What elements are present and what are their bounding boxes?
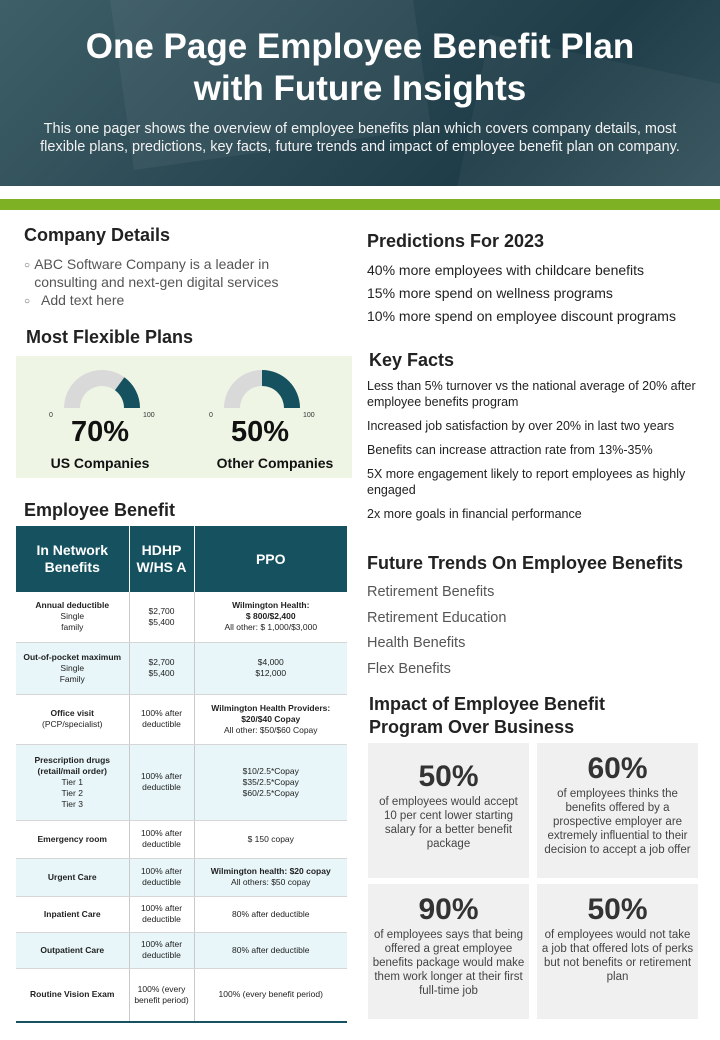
list-item: Increased job satisfaction by over 20% in last two years: [367, 419, 675, 433]
list-item: Health Benefits: [367, 635, 466, 651]
cell-line: Single: [60, 611, 85, 622]
cell-line: Prescription drugs (retail/mail order): [34, 754, 111, 776]
list-item: Retirement Education: [367, 609, 507, 626]
table-row: [16, 968, 347, 1022]
employee-benefit-title: Employee Benefit: [24, 500, 176, 520]
key-facts-title: Key Facts: [369, 350, 455, 370]
cell-line: $12,000: [255, 668, 287, 678]
cell-line: 80% after deductible: [232, 944, 310, 955]
impact-value: 90%: [418, 893, 479, 926]
circle-bullet-icon: ○: [24, 260, 31, 271]
circle-bullet-icon: ○: [24, 296, 31, 307]
ppo-cell: [194, 642, 347, 694]
impact-text: of employees thinks the benefits offered by a prospective employer are extremely influential to their decision to accept a job offer: [544, 788, 691, 856]
column-header: PPO: [194, 526, 347, 592]
title-line-2: with Future Insights: [193, 69, 527, 108]
benefit-table: [16, 526, 347, 1023]
benefit-name-cell: [16, 642, 129, 694]
hdhp-cell: [129, 896, 194, 932]
cell-line: $20/$40 Copay: [241, 713, 301, 724]
cell-line: 100% after deductible: [140, 866, 183, 887]
hdhp-cell: [129, 694, 194, 744]
gauge-track: [64, 370, 124, 408]
impact-value: 60%: [587, 752, 648, 785]
list-item-text: Add text here: [41, 292, 125, 308]
gauge-chart: [220, 364, 304, 412]
impact-value: 50%: [418, 760, 479, 793]
ppo-cell: [194, 744, 347, 820]
benefit-name-cell: [16, 694, 129, 744]
cell-line: Office visit: [50, 708, 94, 718]
table-row: [16, 694, 347, 744]
header-banner: [0, 0, 720, 186]
benefit-name-cell: [16, 592, 129, 642]
company-details-list: [24, 255, 324, 311]
predictions-title: Predictions For 2023: [367, 231, 545, 251]
key-facts-list: [367, 378, 702, 530]
impact-card: [537, 743, 698, 878]
cell-line: All other: $ 1,000/$3,000: [224, 622, 318, 633]
cell-line: $4,000: [257, 657, 284, 667]
table-row: [16, 858, 347, 896]
table-row: [16, 820, 347, 858]
cell-line: Single: [60, 662, 85, 673]
benefit-name-cell: [16, 744, 129, 820]
ppo-cell: [194, 592, 347, 642]
cell-line: 100% after deductible: [140, 939, 183, 960]
ppo-cell: [194, 968, 347, 1022]
cell-line: $5,400: [148, 668, 175, 678]
list-item: 40% more employees with childcare benefits: [367, 262, 645, 278]
benefit-name-cell: [16, 820, 129, 858]
impact-text: of employees says that being offered a great employee benefits package would make them work longer at their first full-time job: [372, 929, 525, 997]
gauge-chart: [60, 364, 144, 412]
cell-line: Wilmington Health Providers:: [211, 702, 331, 713]
page-title: [0, 26, 720, 110]
cell-line: 80% after deductible: [232, 908, 310, 919]
cell-line: 100% after deductible: [140, 903, 183, 924]
impact-title: [369, 693, 605, 739]
cell-line: Inpatient Care: [43, 908, 101, 919]
table-row: [16, 896, 347, 932]
title-line-1: One Page Employee Benefit Plan: [85, 27, 635, 66]
hdhp-cell: [129, 968, 194, 1022]
hdhp-cell: [129, 592, 194, 642]
list-item: Flex Benefits: [367, 660, 451, 677]
table-row: [16, 932, 347, 968]
cell-line: 100% after deductible: [140, 708, 183, 729]
cell-line: $ 800/$2,400: [245, 611, 296, 622]
accent-divider: [0, 199, 720, 210]
gauge-percent: 70%: [70, 416, 130, 448]
cell-line: $ 150 copay: [247, 833, 294, 844]
list-item: Less than 5% turnover vs the national average of 20% after employee benefits program: [367, 379, 696, 409]
benefit-name-cell: [16, 896, 129, 932]
gauge-label: Other Companies: [216, 455, 334, 471]
cell-line: $5,400: [148, 616, 175, 627]
flexible-plans-panel: [16, 356, 352, 478]
predictions-list: [367, 259, 707, 328]
table-row: [16, 592, 347, 642]
cell-line: 100% after deductible: [140, 828, 183, 849]
cell-line: Routine Vision Exam: [30, 989, 115, 1000]
gauge-min-label: 0: [49, 412, 53, 419]
cell-line: Emergency room: [37, 833, 107, 844]
page-subtitle: This one pager shows the overview of employee benefits plan which covers company details, most flexible plans, predictions, key facts, future trends and impact of employee benefit plan on company.: [40, 121, 680, 155]
cell-line: 100% after deductible: [140, 771, 183, 792]
list-item: Benefits can increase attraction rate from 13%-35%: [367, 443, 653, 457]
cell-line: Tier 2: [61, 787, 83, 798]
hdhp-cell: [129, 820, 194, 858]
hdhp-cell: [129, 932, 194, 968]
cell-line: Annual deductible: [35, 600, 110, 611]
cell-line: Wilmington Health:: [232, 600, 310, 611]
list-item: 2x more goals in financial performance: [367, 507, 582, 521]
column-header: HDHP W/HS A: [129, 526, 194, 592]
gauge-other-companies: [220, 364, 304, 412]
list-item-text: ABC Software Company is a leader in consulting and next-gen digital services: [34, 256, 279, 290]
cell-line: $35/2.5*Copay: [242, 776, 299, 787]
impact-text: of employees would not take a job that offered lots of perks but not benefits or retirement plan: [541, 929, 694, 983]
impact-card: [368, 884, 529, 1019]
cell-line: 100% (every benefit period): [134, 983, 189, 1005]
hdhp-cell: [129, 744, 194, 820]
list-item: Retirement Benefits: [367, 584, 495, 600]
cell-line: All other: $50/$60 Copay: [223, 724, 318, 735]
cell-line: family: [61, 622, 84, 633]
gauge-min-label: 0: [209, 412, 213, 419]
cell-line: 100% (every benefit period): [218, 989, 323, 1000]
cell-line: (PCP/specialist): [42, 719, 103, 729]
gauge-label: US Companies: [50, 455, 150, 471]
company-details-title: Company Details: [24, 225, 171, 245]
impact-card: [368, 743, 529, 878]
gauge-track: [224, 370, 262, 408]
ppo-cell: [194, 858, 347, 896]
cell-line: Tier 1: [61, 776, 83, 787]
benefit-name-cell: [16, 858, 129, 896]
future-trends-title: Future Trends On Employee Benefits: [367, 553, 684, 573]
column-header: In Network Benefits: [16, 526, 129, 592]
cell-line: $2,700: [148, 605, 175, 616]
impact-card: [537, 884, 698, 1019]
impact-text: of employees would accept 10 per cent lower starting salary for a better benefit package: [379, 796, 518, 850]
flexible-plans-title: Most Flexible Plans: [26, 327, 194, 347]
list-item: 15% more spend on wellness programs: [367, 285, 613, 301]
hdhp-cell: [129, 642, 194, 694]
cell-line: All others: $50 copay: [231, 877, 311, 887]
impact-value: 50%: [587, 893, 648, 926]
cell-line: $2,700: [148, 657, 175, 667]
table-row: [16, 642, 347, 694]
cell-line: $10/2.5*Copay: [242, 765, 299, 776]
gauge-us-companies: [60, 364, 144, 412]
benefit-name-cell: [16, 932, 129, 968]
ppo-cell: [194, 820, 347, 858]
cell-line: Tier 3: [61, 798, 83, 809]
cell-line: Family: [59, 673, 85, 684]
impact-title-line-2: Program Over Business: [369, 717, 575, 737]
hdhp-cell: [129, 858, 194, 896]
ppo-cell: [194, 896, 347, 932]
gauge-percent: 50%: [230, 416, 290, 448]
future-trends-list: [367, 580, 707, 682]
cell-line: Urgent Care: [47, 871, 97, 882]
table-row: [16, 744, 347, 820]
list-item: [24, 291, 324, 311]
cell-line: Outpatient Care: [40, 944, 105, 955]
cell-line: Wilmington health: $20 copay: [210, 866, 331, 876]
gauge-max-label: 100: [143, 412, 155, 419]
table-header-row: [16, 526, 347, 592]
ppo-cell: [194, 932, 347, 968]
benefit-name-cell: [16, 968, 129, 1022]
cell-line: Out-of-pocket maximum: [23, 651, 122, 662]
list-item: 5X more engagement likely to report employees as highly engaged: [367, 467, 686, 497]
ppo-cell: [194, 694, 347, 744]
cell-line: $60/2.5*Copay: [242, 787, 299, 798]
gauge-fill: [262, 370, 300, 408]
list-item: 10% more spend on employee discount programs: [367, 308, 676, 324]
gauge-max-label: 100: [303, 412, 315, 419]
impact-title-line-1: Impact of Employee Benefit: [369, 694, 606, 714]
list-item: [24, 255, 324, 291]
